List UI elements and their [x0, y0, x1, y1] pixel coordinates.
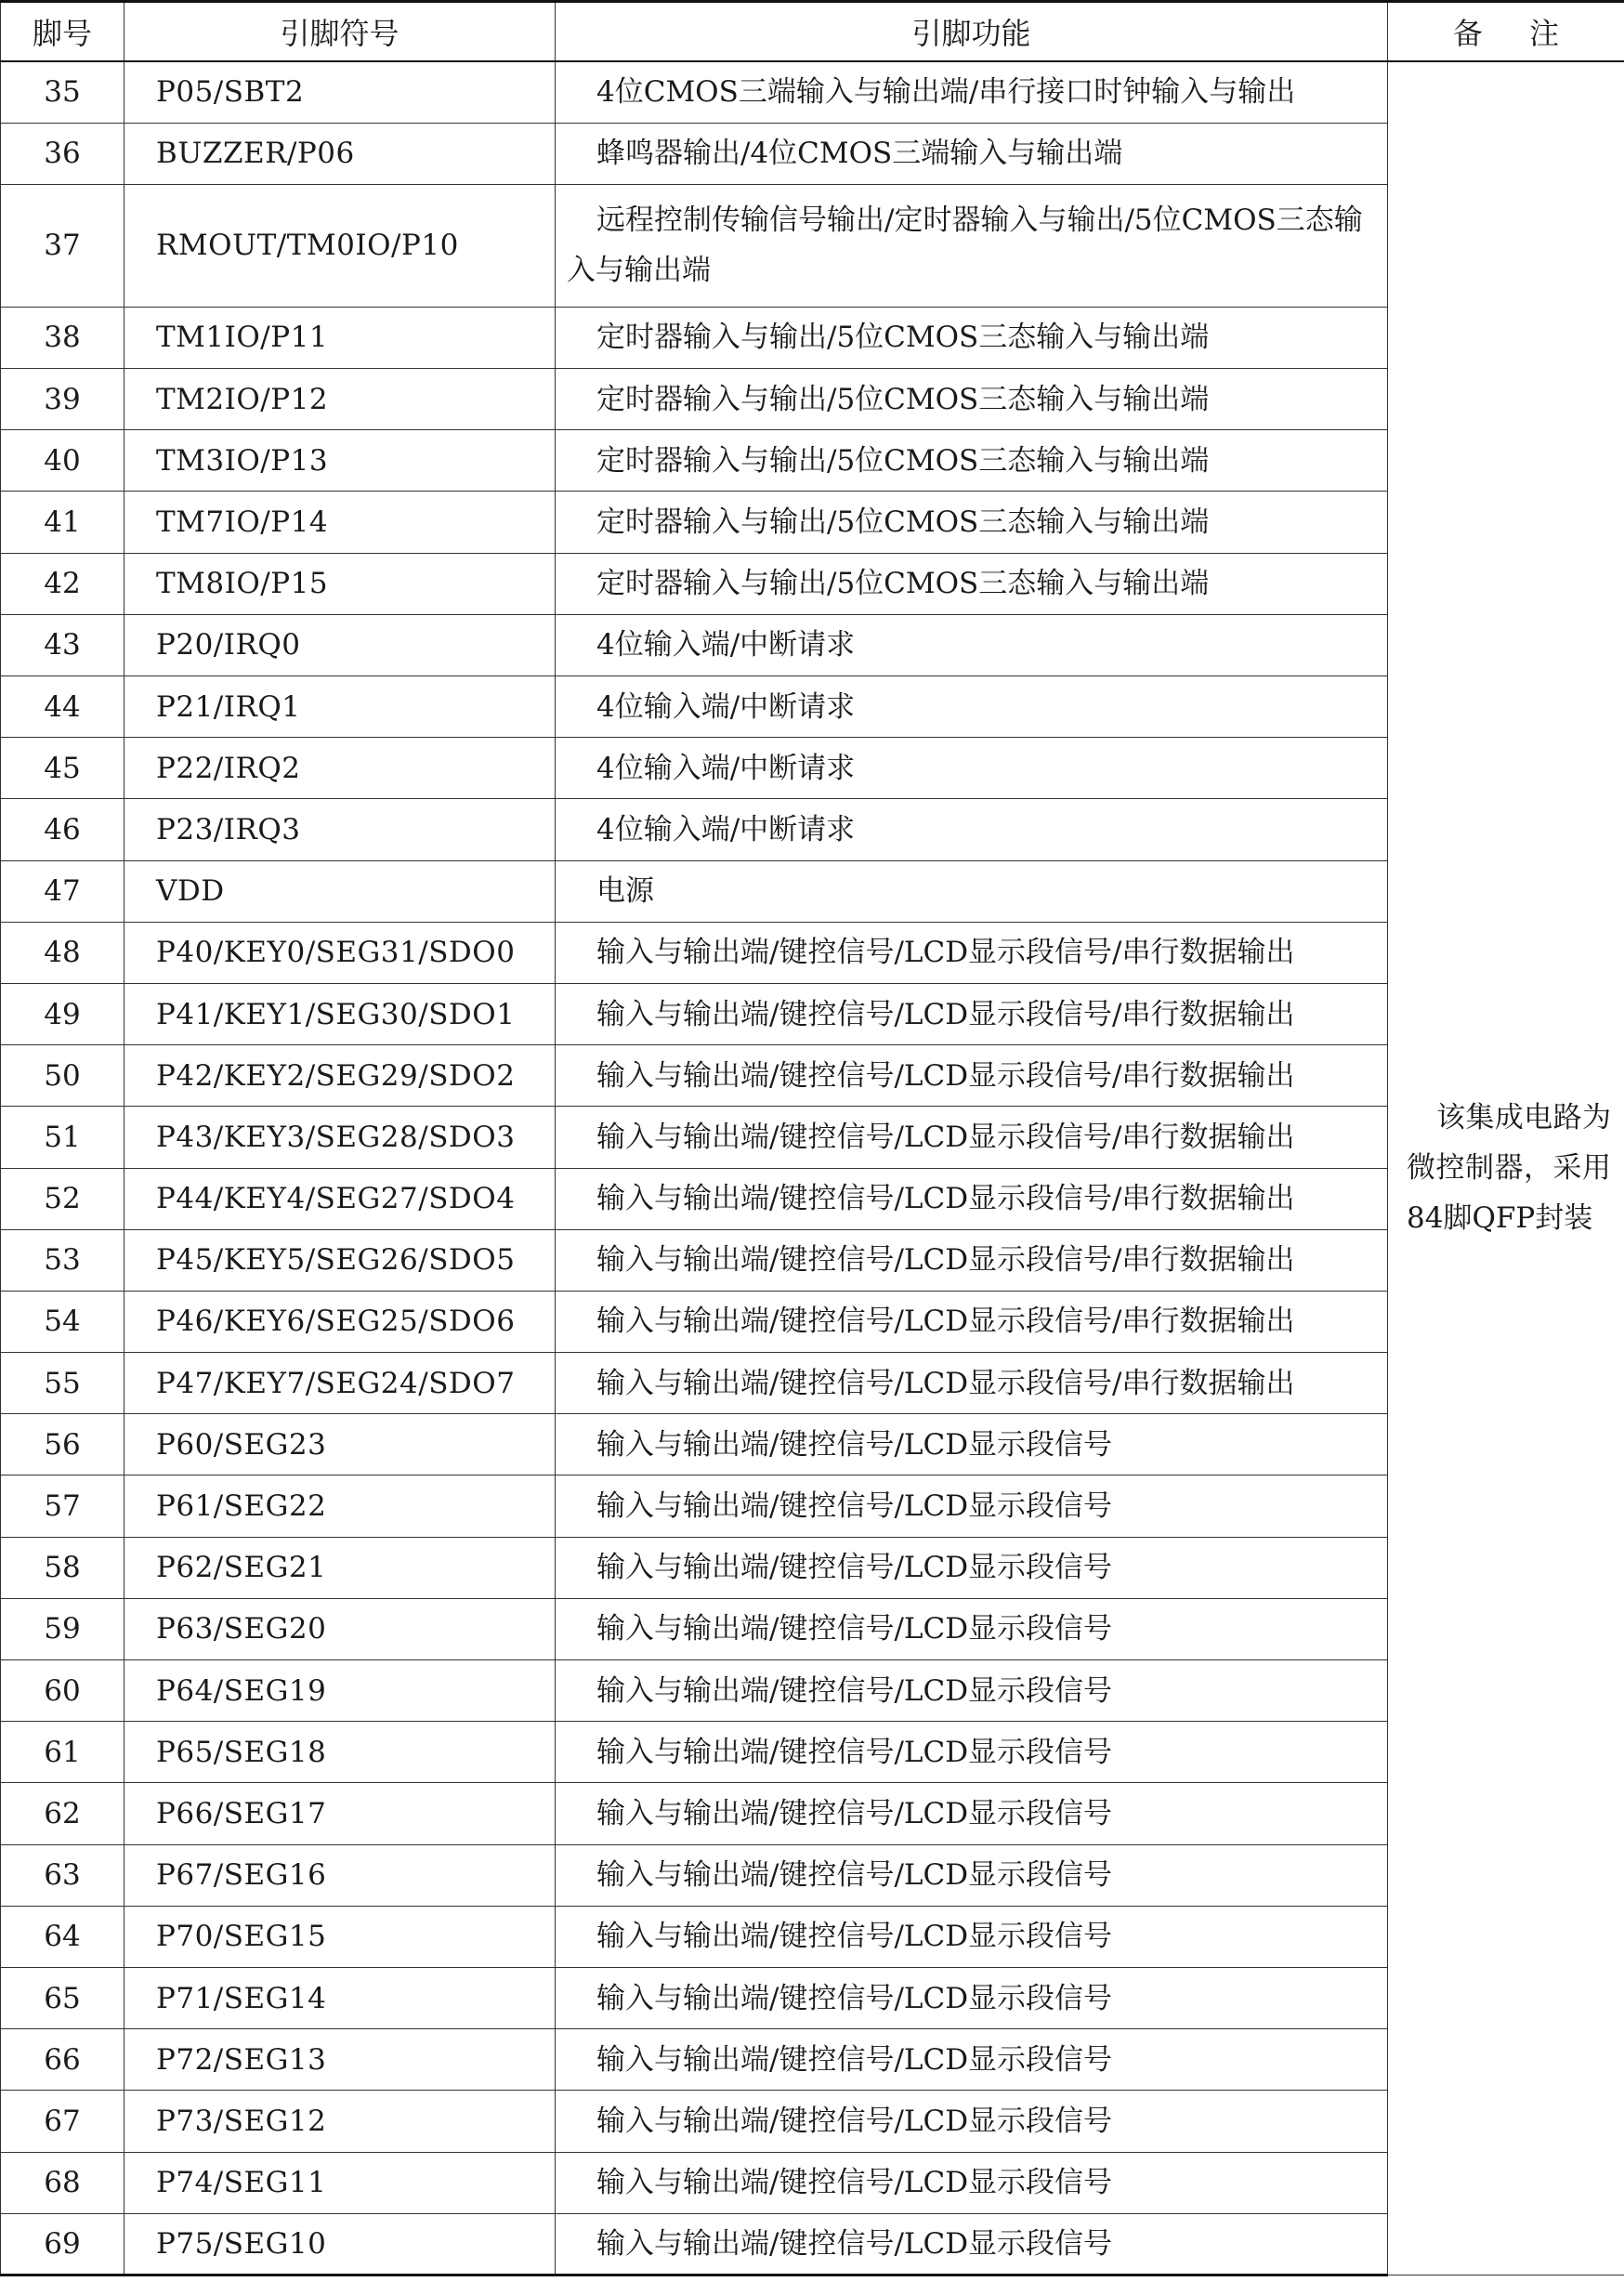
table-row — [1, 738, 1624, 799]
table-row — [1, 860, 1624, 922]
pin-symbol-cell: P22/IRQ2 — [124, 738, 556, 799]
pin-symbol-cell: P43/KEY3/SEG28/SDO3 — [124, 1107, 556, 1168]
table-row — [1, 1353, 1624, 1414]
pin-symbol-cell: TM2IO/P12 — [124, 369, 556, 430]
pin-number-cell: 65 — [1, 1967, 124, 2028]
pin-function-cell: 输入与输出端/键控信号/LCD显示段信号 — [556, 1967, 1388, 2028]
pin-number-cell: 47 — [1, 860, 124, 922]
pin-number-cell: 41 — [1, 492, 124, 553]
pin-symbol-cell: P73/SEG12 — [124, 2091, 556, 2152]
table-row — [1, 123, 1624, 184]
pin-number-cell: 55 — [1, 1353, 124, 1414]
pin-function-cell: 输入与输出端/键控信号/LCD显示段信号/串行数据输出 — [556, 983, 1388, 1044]
pin-number-cell: 36 — [1, 123, 124, 184]
pin-function-cell: 输入与输出端/键控信号/LCD显示段信号 — [556, 1537, 1388, 1598]
pin-symbol-cell: P23/IRQ3 — [124, 799, 556, 860]
table-row — [1, 1537, 1624, 1598]
pin-symbol-cell: P05/SBT2 — [124, 61, 556, 123]
pin-number-cell: 69 — [1, 2213, 124, 2275]
table-row — [1, 1844, 1624, 1906]
pin-symbol-cell: P75/SEG10 — [124, 2213, 556, 2275]
pin-number-cell: 67 — [1, 2091, 124, 2152]
pin-number-cell: 66 — [1, 2029, 124, 2091]
table-row — [1, 2029, 1624, 2091]
pin-number-cell: 63 — [1, 1844, 124, 1906]
pin-function-cell: 定时器输入与输出/5位CMOS三态输入与输出端 — [556, 492, 1388, 553]
pin-function-cell: 电源 — [556, 860, 1388, 922]
pin-number-cell: 56 — [1, 1414, 124, 1475]
pin-number-cell: 42 — [1, 553, 124, 614]
table-row — [1, 1906, 1624, 1967]
table-row — [1, 922, 1624, 983]
pin-function-cell: 4位输入端/中断请求 — [556, 614, 1388, 675]
pin-symbol-cell: P66/SEG17 — [124, 1783, 556, 1844]
table-row — [1, 1598, 1624, 1659]
pin-function-cell: 4位CMOS三端输入与输出端/串行接口时钟输入与输出 — [556, 61, 1388, 123]
pin-function-cell: 定时器输入与输出/5位CMOS三态输入与输出端 — [556, 369, 1388, 430]
pin-number-cell: 51 — [1, 1107, 124, 1168]
table-body — [1, 61, 1624, 2275]
pin-function-cell: 输入与输出端/键控信号/LCD显示段信号 — [556, 2029, 1388, 2091]
pin-symbol-cell: P63/SEG20 — [124, 1598, 556, 1659]
pin-function-cell: 输入与输出端/键控信号/LCD显示段信号 — [556, 1722, 1388, 1783]
pin-symbol-cell: P70/SEG15 — [124, 1906, 556, 1967]
table-row — [1, 1475, 1624, 1537]
pin-symbol-cell: P47/KEY7/SEG24/SDO7 — [124, 1353, 556, 1414]
pin-function-cell: 蜂鸣器输出/4位CMOS三端输入与输出端 — [556, 123, 1388, 184]
pin-function-cell: 输入与输出端/键控信号/LCD显示段信号/串行数据输出 — [556, 1291, 1388, 1352]
pin-function-cell: 输入与输出端/键控信号/LCD显示段信号 — [556, 2152, 1388, 2213]
pin-number-cell: 53 — [1, 1229, 124, 1291]
table-row — [1, 1722, 1624, 1783]
pin-symbol-cell: P72/SEG13 — [124, 2029, 556, 2091]
pin-function-cell: 输入与输出端/键控信号/LCD显示段信号 — [556, 1414, 1388, 1475]
pin-function-cell: 输入与输出端/键控信号/LCD显示段信号 — [556, 1475, 1388, 1537]
pin-number-cell: 35 — [1, 61, 124, 123]
pin-symbol-cell: P71/SEG14 — [124, 1967, 556, 2028]
table-row — [1, 430, 1624, 492]
table-row — [1, 1783, 1624, 1844]
pin-symbol-cell: P74/SEG11 — [124, 2152, 556, 2213]
pin-symbol-cell: TM7IO/P14 — [124, 492, 556, 553]
pin-function-cell: 输入与输出端/键控信号/LCD显示段信号/串行数据输出 — [556, 1168, 1388, 1229]
table-row — [1, 184, 1624, 307]
table-row — [1, 2213, 1624, 2275]
pin-number-cell: 54 — [1, 1291, 124, 1352]
pin-number-cell: 60 — [1, 1660, 124, 1722]
pin-symbol-cell: P65/SEG18 — [124, 1722, 556, 1783]
pin-number-cell: 59 — [1, 1598, 124, 1659]
pin-number-cell: 39 — [1, 369, 124, 430]
pin-function-cell: 定时器输入与输出/5位CMOS三态输入与输出端 — [556, 430, 1388, 492]
pin-number-cell: 49 — [1, 983, 124, 1044]
pin-number-cell: 61 — [1, 1722, 124, 1783]
pin-number-cell: 40 — [1, 430, 124, 492]
pin-symbol-cell: TM8IO/P15 — [124, 553, 556, 614]
pin-symbol-cell: P67/SEG16 — [124, 1844, 556, 1906]
pin-number-cell: 58 — [1, 1537, 124, 1598]
pin-number-cell: 57 — [1, 1475, 124, 1537]
header-pin-symbol: 引脚符号 — [124, 2, 556, 62]
pin-number-cell: 48 — [1, 922, 124, 983]
table-row — [1, 676, 1624, 738]
table-row — [1, 2152, 1624, 2213]
pin-symbol-cell: BUZZER/P06 — [124, 123, 556, 184]
pin-symbol-cell: P44/KEY4/SEG27/SDO4 — [124, 1168, 556, 1229]
pin-number-cell: 43 — [1, 614, 124, 675]
table-row — [1, 2091, 1624, 2152]
pin-function-cell: 远程控制传输信号输出/定时器输入与输出/5位CMOS三态输入与输出端 — [556, 184, 1388, 307]
pin-symbol-cell: P21/IRQ1 — [124, 676, 556, 738]
pin-symbol-cell: P20/IRQ0 — [124, 614, 556, 675]
table-row — [1, 369, 1624, 430]
pin-symbol-cell: P40/KEY0/SEG31/SDO0 — [124, 922, 556, 983]
pin-symbol-cell: P64/SEG19 — [124, 1660, 556, 1722]
header-pin-number: 脚号 — [1, 2, 124, 62]
pin-function-cell: 输入与输出端/键控信号/LCD显示段信号/串行数据输出 — [556, 922, 1388, 983]
pin-symbol-cell: P41/KEY1/SEG30/SDO1 — [124, 983, 556, 1044]
table-row — [1, 553, 1624, 614]
table-row — [1, 61, 1624, 123]
pin-function-cell: 输入与输出端/键控信号/LCD显示段信号 — [556, 1844, 1388, 1906]
pin-function-cell: 4位输入端/中断请求 — [556, 676, 1388, 738]
table-header-row — [1, 2, 1624, 62]
pin-symbol-cell: P60/SEG23 — [124, 1414, 556, 1475]
pin-number-cell: 68 — [1, 2152, 124, 2213]
pin-number-cell: 38 — [1, 307, 124, 368]
header-pin-function: 引脚功能 — [556, 2, 1388, 62]
pin-number-cell: 45 — [1, 738, 124, 799]
pin-function-cell: 输入与输出端/键控信号/LCD显示段信号/串行数据输出 — [556, 1107, 1388, 1168]
pin-function-cell: 输入与输出端/键控信号/LCD显示段信号/串行数据输出 — [556, 1045, 1388, 1107]
pin-symbol-cell: P46/KEY6/SEG25/SDO6 — [124, 1291, 556, 1352]
pin-function-cell: 定时器输入与输出/5位CMOS三态输入与输出端 — [556, 307, 1388, 368]
pin-function-cell: 输入与输出端/键控信号/LCD显示段信号/串行数据输出 — [556, 1353, 1388, 1414]
table-row — [1, 1229, 1624, 1291]
pin-number-cell: 64 — [1, 1906, 124, 1967]
header-note: 备 注 — [1388, 2, 1624, 62]
pin-symbol-cell: VDD — [124, 860, 556, 922]
table-row — [1, 492, 1624, 553]
pin-function-cell: 输入与输出端/键控信号/LCD显示段信号 — [556, 1598, 1388, 1659]
pin-symbol-cell: TM3IO/P13 — [124, 430, 556, 492]
pin-number-cell: 46 — [1, 799, 124, 860]
table-row — [1, 1107, 1624, 1168]
table-row — [1, 1045, 1624, 1107]
pin-function-cell: 输入与输出端/键控信号/LCD显示段信号 — [556, 1660, 1388, 1722]
table-row — [1, 1291, 1624, 1352]
pin-function-cell: 4位输入端/中断请求 — [556, 738, 1388, 799]
pin-symbol-cell: P61/SEG22 — [124, 1475, 556, 1537]
pin-function-cell: 输入与输出端/键控信号/LCD显示段信号/串行数据输出 — [556, 1229, 1388, 1291]
pin-number-cell: 50 — [1, 1045, 124, 1107]
table-row — [1, 1414, 1624, 1475]
pin-number-cell: 52 — [1, 1168, 124, 1229]
pin-function-cell: 输入与输出端/键控信号/LCD显示段信号 — [556, 2091, 1388, 2152]
table-row — [1, 983, 1624, 1044]
pin-number-cell: 62 — [1, 1783, 124, 1844]
pin-symbol-cell: P42/KEY2/SEG29/SDO2 — [124, 1045, 556, 1107]
table-row — [1, 614, 1624, 675]
table-row — [1, 799, 1624, 860]
pin-symbol-cell: P45/KEY5/SEG26/SDO5 — [124, 1229, 556, 1291]
note-cell: 该集成电路为微控制器，采用84脚QFP封装 — [1388, 61, 1624, 2275]
pin-symbol-cell: RMOUT/TM0IO/P10 — [124, 184, 556, 307]
pin-symbol-cell: P62/SEG21 — [124, 1537, 556, 1598]
pin-number-cell: 44 — [1, 676, 124, 738]
pin-function-cell: 输入与输出端/键控信号/LCD显示段信号 — [556, 1906, 1388, 1967]
table-row — [1, 1660, 1624, 1722]
pin-number-cell: 37 — [1, 184, 124, 307]
pin-function-cell: 输入与输出端/键控信号/LCD显示段信号 — [556, 1783, 1388, 1844]
pin-function-cell: 输入与输出端/键控信号/LCD显示段信号 — [556, 2213, 1388, 2275]
table-row — [1, 307, 1624, 368]
pin-function-cell: 4位输入端/中断请求 — [556, 799, 1388, 860]
table-row — [1, 1168, 1624, 1229]
pin-symbol-cell: TM1IO/P11 — [124, 307, 556, 368]
table-row — [1, 1967, 1624, 2028]
pin-function-cell: 定时器输入与输出/5位CMOS三态输入与输出端 — [556, 553, 1388, 614]
